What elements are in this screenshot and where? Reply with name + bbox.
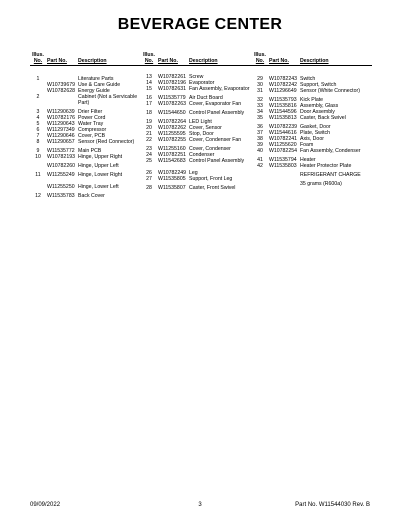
illus-number: 11: [35, 172, 41, 178]
parts-row: [30, 139, 145, 145]
part-description: Drier Filter: [78, 109, 103, 115]
parts-row: [141, 101, 257, 107]
part-description: Sensor (Red Connector): [78, 139, 135, 145]
parts-row: [252, 163, 372, 169]
illus-number: 35: [257, 115, 263, 121]
illus-number: 38: [257, 136, 263, 142]
part-number: W10782262: [158, 125, 186, 131]
part-description: Stop, Door: [189, 131, 214, 137]
part-number: W11535805: [158, 176, 186, 182]
part-description: Control Panel Assembly: [189, 110, 245, 116]
parts-row: [252, 172, 372, 178]
part-number: W10782260: [47, 163, 75, 169]
part-description: Literature Parts: [78, 76, 114, 82]
part-description: Cabinet (Not a Servicable Part): [78, 94, 138, 106]
illus-number: 7: [36, 133, 40, 139]
part-description: Condenser: [189, 152, 215, 158]
part-number: W10782239: [269, 124, 297, 130]
part-number: W10782243: [269, 76, 297, 82]
part-number: W10782193: [47, 154, 75, 160]
illus-number: 4: [36, 115, 40, 121]
illus-number: 17: [146, 101, 152, 107]
parts-row: [141, 86, 257, 92]
illus-number: 30: [257, 82, 263, 88]
part-description: Gasket, Door: [300, 124, 331, 130]
part-description: Support, Switch: [300, 82, 337, 88]
illus-number: 32: [257, 97, 263, 103]
part-number: W10782196: [158, 80, 186, 86]
illus-number: 9: [36, 148, 40, 154]
part-description: Air Duct Board: [189, 95, 223, 101]
part-number: W10782242: [269, 82, 297, 88]
part-description: Compressor: [78, 127, 107, 133]
part-description: Cover, Condenser: [189, 146, 231, 152]
illus-number: 26: [146, 170, 152, 176]
parts-row: [30, 94, 145, 106]
parts-row: [141, 176, 257, 182]
header-illus-no: [252, 52, 268, 64]
illus-number: 33: [257, 103, 263, 109]
part-description: Kick Plate: [300, 97, 324, 103]
part-description: Support, Front Leg: [189, 176, 233, 182]
part-description: Screw: [189, 74, 204, 80]
column-header: [252, 50, 372, 66]
part-number: W10782255: [158, 137, 186, 143]
part-number: W11544596: [269, 109, 297, 115]
header-illus-label: Illus.: [143, 52, 155, 58]
part-description: Cover, Condenser Fan: [189, 137, 242, 143]
part-number: W11535779: [158, 95, 186, 101]
parts-row: [252, 148, 372, 154]
illus-number: 29: [257, 76, 263, 82]
illus-number: 5: [36, 121, 40, 127]
parts-column-1: [30, 50, 145, 199]
illus-number: 34: [257, 109, 263, 115]
part-number: W11535794: [269, 157, 297, 163]
header-description: Description: [300, 58, 329, 64]
part-description: Control Panel Assembly: [189, 158, 245, 164]
header-no-label: No.: [255, 58, 265, 64]
part-description: LED Light: [189, 119, 212, 125]
part-description: Cover, Sensor: [189, 125, 222, 131]
header-part-no: Part No.: [269, 58, 289, 64]
illus-number: 21: [146, 131, 152, 137]
part-description: Axis, Door: [300, 136, 324, 142]
illus-number: 13: [146, 74, 152, 80]
part-number: W10782249: [158, 170, 186, 176]
part-number: W11535807: [158, 185, 186, 191]
part-number: W11535803: [269, 163, 297, 169]
part-number: W10782631: [158, 86, 186, 92]
parts-column-2: [141, 50, 257, 191]
illus-number: 42: [257, 163, 263, 169]
part-description: Caster, Back Swivel: [300, 115, 346, 121]
part-number: W10782251: [158, 152, 186, 158]
part-description: Fan Assembly, Condenser: [300, 148, 361, 154]
illus-number: 20: [146, 125, 152, 131]
header-part-no: Part No.: [158, 58, 178, 64]
part-number: W11535816: [269, 103, 297, 109]
illus-number: 2: [36, 94, 40, 100]
part-number: W11255249: [47, 172, 75, 178]
illus-number: 31: [257, 88, 263, 94]
part-number: W11290643: [47, 121, 75, 127]
part-number: W11255595: [158, 131, 186, 137]
part-number: W11535793: [269, 97, 297, 103]
part-number: W10782263: [158, 101, 186, 107]
parts-row: [141, 110, 257, 116]
part-description: Hinge, Lower Left: [78, 184, 119, 190]
part-description: Fan Assembly, Evaporator: [189, 86, 250, 92]
page-title: BEVERAGE CENTER: [117, 16, 283, 33]
part-description: Back Cover: [78, 193, 105, 199]
part-description: Foam: [300, 142, 314, 148]
illus-number: 19: [146, 119, 152, 125]
part-description: Sensor (White Connector): [300, 88, 360, 94]
illus-number: 15: [146, 86, 152, 92]
header-description: Description: [189, 58, 218, 64]
part-number: W11544650: [158, 110, 186, 116]
parts-row: [141, 158, 257, 164]
illus-number: 24: [146, 152, 152, 158]
parts-row: [252, 181, 372, 187]
part-description: Door Assembly: [300, 109, 335, 115]
illus-number: 1: [36, 76, 40, 82]
header-no-label: No.: [33, 58, 43, 64]
header-no-label: No.: [144, 58, 154, 64]
part-number: W11535813: [269, 115, 297, 121]
parts-row: [30, 163, 145, 169]
part-description: Hinge, Upper Right: [78, 154, 123, 160]
header-part-no: Part No.: [47, 58, 67, 64]
parts-row: [30, 193, 145, 199]
parts-column-3: [252, 50, 372, 187]
illus-number: 8: [36, 139, 40, 145]
part-description: Switch: [300, 76, 316, 82]
part-number: W10739679: [47, 82, 75, 88]
part-number: W11290657: [47, 139, 75, 145]
column-header: [30, 50, 145, 66]
illus-number: 10: [35, 154, 41, 160]
part-number: W11544616: [269, 130, 297, 136]
parts-row: [141, 185, 257, 191]
illus-number: 37: [257, 130, 263, 136]
parts-row: [30, 172, 145, 178]
part-number: W11297349: [47, 127, 75, 133]
part-description: Caster, Front Swivel: [189, 185, 236, 191]
illus-number: 40: [257, 148, 263, 154]
illus-number: 6: [36, 127, 40, 133]
parts-row: [252, 88, 372, 94]
part-number: W11290646: [47, 133, 75, 139]
illus-number: 23: [146, 146, 152, 152]
illus-number: 16: [146, 95, 152, 101]
column-header: [141, 50, 257, 66]
part-description: Assembly, Glass: [300, 103, 339, 109]
parts-row: [252, 115, 372, 121]
illus-number: 39: [257, 142, 263, 148]
illus-number: 22: [146, 137, 152, 143]
footer-page-number: 3: [198, 502, 202, 508]
part-number: W11296649: [269, 88, 297, 94]
header-illus-label: Illus.: [32, 52, 44, 58]
parts-row: [30, 154, 145, 160]
footer-part-number: Part No. W11544030 Rev. B: [295, 502, 370, 508]
part-number: W11535783: [47, 193, 75, 199]
illus-number: 3: [36, 109, 40, 115]
part-number: W11535772: [47, 148, 75, 154]
illus-number: 36: [257, 124, 263, 130]
header-illus-no: [141, 52, 157, 64]
part-description: Main PCB: [78, 148, 102, 154]
part-number: W11255250: [47, 184, 75, 190]
part-number: W11290639: [47, 109, 75, 115]
parts-row: [30, 184, 145, 190]
part-number: W10782261: [158, 74, 186, 80]
part-number: W10782264: [158, 119, 186, 125]
header-illus-no: [30, 52, 46, 64]
footer-date: 09/09/2022: [30, 502, 61, 508]
part-description: Plate, Switch: [300, 130, 330, 136]
illus-number: 27: [146, 176, 152, 182]
part-description: Use & Care Guide: [78, 82, 121, 88]
part-number: W11255620: [269, 142, 297, 148]
part-description: REFRIGERANT CHARGE: [300, 172, 361, 178]
illus-number: 18: [146, 110, 152, 116]
illus-number: 41: [257, 157, 263, 163]
illus-number: 12: [35, 193, 41, 199]
part-description: Heater: [300, 157, 316, 163]
part-description: Power Cord: [78, 115, 106, 121]
header-illus-label: Illus.: [254, 52, 266, 58]
illus-number: 28: [146, 185, 152, 191]
part-description: Water Tray: [78, 121, 104, 127]
illus-number: 25: [146, 158, 152, 164]
part-number: W10782254: [269, 148, 297, 154]
header-description: Description: [78, 58, 107, 64]
part-description: 35 grams (R600a): [300, 181, 342, 187]
part-description: Cover, PCB: [78, 133, 106, 139]
illus-number: 14: [146, 80, 152, 86]
part-number: W11542683: [158, 158, 186, 164]
part-description: Leg: [189, 170, 198, 176]
part-description: Evaporator: [189, 80, 215, 86]
part-description: Hinge, Upper Left: [78, 163, 119, 169]
part-description: Hinge, Lower Right: [78, 172, 123, 178]
part-number: W10782241: [269, 136, 297, 142]
part-description: Energy Guide: [78, 88, 110, 94]
part-number: W10782176: [47, 115, 75, 121]
part-description: Cover, Evaporator Fan: [189, 101, 242, 107]
parts-row: [141, 137, 257, 143]
part-number: W10782628: [47, 88, 75, 94]
part-description: Heater Protector Plate: [300, 163, 352, 169]
part-number: W11255160: [158, 146, 186, 152]
